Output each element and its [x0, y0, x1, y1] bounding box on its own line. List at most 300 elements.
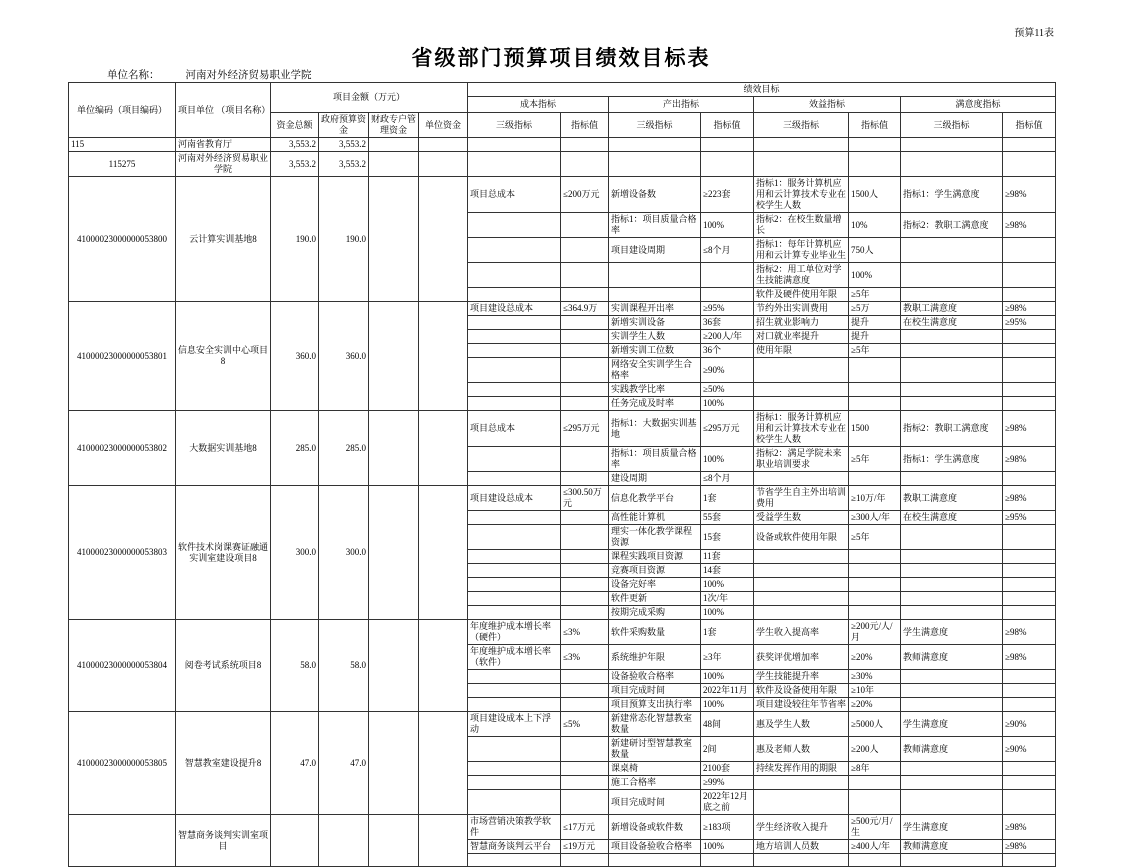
indicator-cell	[468, 606, 561, 620]
indicator-cell	[561, 737, 609, 762]
indicator-cell	[901, 762, 1003, 776]
indicator-cell: ≥5万	[849, 302, 901, 316]
project-code-cell: 41000023000000053804	[69, 620, 176, 712]
indicator-cell	[1003, 397, 1056, 411]
project-row	[69, 620, 1056, 645]
amount-cell: 285.0	[271, 411, 319, 486]
indicator-cell	[561, 684, 609, 698]
indicator-cell: 设备完好率	[609, 578, 701, 592]
indicator-cell	[901, 152, 1003, 177]
indicator-cell	[1003, 854, 1056, 867]
indicator-cell	[901, 550, 1003, 564]
indicator-cell	[468, 330, 561, 344]
indicator-cell	[561, 330, 609, 344]
indicator-cell	[561, 138, 609, 152]
indicator-cell: 软件采购数量	[609, 620, 701, 645]
indicator-cell: 100%	[849, 263, 901, 288]
indicator-cell	[849, 358, 901, 383]
indicator-cell: 2间	[701, 737, 754, 762]
indicator-cell: 项目总成本	[468, 177, 561, 213]
indicator-cell: ≥90%	[701, 358, 754, 383]
col-header-amount-group: 项目金额（万元）	[271, 83, 468, 113]
indicator-cell: ≤8个月	[701, 238, 754, 263]
indicator-cell: 55套	[701, 511, 754, 525]
indicator-cell: 在校生满意度	[901, 316, 1003, 330]
indicator-cell	[701, 263, 754, 288]
amount-cell	[419, 815, 468, 867]
indicator-cell	[754, 776, 849, 790]
indicator-cell	[561, 698, 609, 712]
project-row	[69, 302, 1056, 316]
indicator-cell	[1003, 606, 1056, 620]
indicator-cell	[849, 138, 901, 152]
indicator-cell: 100%	[701, 670, 754, 684]
indicator-cell: 年度维护成本增长率（软件）	[468, 645, 561, 670]
indicator-cell	[468, 511, 561, 525]
indicator-cell	[901, 288, 1003, 302]
indicator-cell	[1003, 330, 1056, 344]
indicator-cell: 对口就业率提升	[754, 330, 849, 344]
indicator-cell: 节省学生自主外出培训费用	[754, 486, 849, 511]
indicator-cell	[561, 358, 609, 383]
indicator-cell	[561, 383, 609, 397]
indicator-cell: ≥30%	[849, 670, 901, 684]
indicator-cell: 项目建设总成本	[468, 486, 561, 511]
indicator-cell	[1003, 762, 1056, 776]
indicator-cell	[468, 854, 561, 867]
summary-row	[69, 152, 1056, 177]
indicator-cell: ≤3%	[561, 620, 609, 645]
indicator-cell	[701, 152, 754, 177]
amount-cell: 58.0	[319, 620, 369, 712]
indicator-cell	[609, 854, 701, 867]
indicator-cell: 100%	[701, 698, 754, 712]
indicator-cell	[561, 762, 609, 776]
project-row	[69, 411, 1056, 447]
indicator-cell	[561, 152, 609, 177]
indicator-cell: 招生就业影响力	[754, 316, 849, 330]
indicator-cell	[609, 263, 701, 288]
indicator-cell: 任务完成及时率	[609, 397, 701, 411]
indicator-cell: 2022年11月	[701, 684, 754, 698]
indicator-cell	[1003, 358, 1056, 383]
indicator-cell: 1套	[701, 486, 754, 511]
indicator-cell: 11套	[701, 550, 754, 564]
indicator-cell: 750人	[849, 238, 901, 263]
indicator-cell	[901, 698, 1003, 712]
indicator-cell	[849, 564, 901, 578]
indicator-cell: ≥20%	[849, 698, 901, 712]
indicator-cell: 1500	[849, 411, 901, 447]
indicator-cell: ≥5年	[849, 288, 901, 302]
indicator-cell: 竞赛项目资源	[609, 564, 701, 578]
indicator-cell	[561, 447, 609, 472]
indicator-cell	[468, 213, 561, 238]
col-header-fiscal-account-funds: 财政专户管理资金	[369, 113, 419, 138]
indicator-cell: 学生满意度	[901, 815, 1003, 840]
indicator-cell: ≥98%	[1003, 411, 1056, 447]
unit-name-line	[107, 67, 312, 82]
unit-code-cell: 115275	[69, 152, 176, 177]
indicator-cell: ≥500元/月/生	[849, 815, 901, 840]
indicator-cell: 教师满意度	[901, 737, 1003, 762]
project-row	[69, 815, 1056, 840]
indicator-cell	[849, 790, 901, 815]
indicator-cell: 100%	[701, 606, 754, 620]
indicator-cell: 学生技能提升率	[754, 670, 849, 684]
indicator-cell: ≥3年	[701, 645, 754, 670]
indicator-cell	[754, 578, 849, 592]
indicator-cell	[901, 397, 1003, 411]
indicator-cell	[468, 790, 561, 815]
indicator-cell: ≤364.9万	[561, 302, 609, 316]
indicator-cell: ≥223套	[701, 177, 754, 213]
indicator-cell	[1003, 776, 1056, 790]
col-header-satisfaction-indicator: 三级指标	[901, 113, 1003, 138]
col-header-project-unit: 项目单位 （项目名称）	[176, 83, 271, 138]
project-code-cell: 41000023000000053805	[69, 712, 176, 815]
indicator-cell: ≥90%	[1003, 712, 1056, 737]
indicator-cell: 获奖评优增加率	[754, 645, 849, 670]
indicator-cell: ≤19万元	[561, 840, 609, 854]
indicator-cell: 2100套	[701, 762, 754, 776]
indicator-cell: 学生满意度	[901, 620, 1003, 645]
indicator-cell: 学生收入提高率	[754, 620, 849, 645]
indicator-cell: 项目预算支出执行率	[609, 698, 701, 712]
col-header-performance-group: 绩效目标	[468, 83, 1056, 97]
indicator-cell: ≥95%	[1003, 316, 1056, 330]
indicator-cell	[468, 698, 561, 712]
project-name-cell: 智慧教室建设提升8	[176, 712, 271, 815]
amount-cell	[369, 138, 419, 152]
indicator-cell: ≥10万/年	[849, 486, 901, 511]
indicator-cell	[754, 564, 849, 578]
indicator-cell	[1003, 790, 1056, 815]
indicator-cell	[561, 854, 609, 867]
indicator-cell	[754, 790, 849, 815]
col-header-benefit-indicator: 三级指标	[754, 113, 849, 138]
indicator-cell: ≥5年	[849, 344, 901, 358]
indicator-cell: 按期完成采购	[609, 606, 701, 620]
indicator-cell: 新增设备数	[609, 177, 701, 213]
indicator-cell: 受益学生数	[754, 511, 849, 525]
project-name-cell: 软件技术岗课赛证融通实训室建设项目8	[176, 486, 271, 620]
amount-cell	[369, 302, 419, 411]
indicator-cell	[561, 472, 609, 486]
amount-cell	[369, 815, 419, 867]
indicator-cell: 系统维护年限	[609, 645, 701, 670]
indicator-cell: ≥98%	[1003, 213, 1056, 238]
indicator-cell	[1003, 152, 1056, 177]
summary-row	[69, 138, 1056, 152]
indicator-cell: 教师满意度	[901, 840, 1003, 854]
unit-code-cell: 115	[69, 138, 176, 152]
indicator-cell	[901, 790, 1003, 815]
indicator-cell: 课桌椅	[609, 762, 701, 776]
amount-cell	[369, 411, 419, 486]
col-header-benefit-value: 指标值	[849, 113, 901, 138]
indicator-cell	[561, 550, 609, 564]
indicator-cell: ≥300人/年	[849, 511, 901, 525]
indicator-cell: 理实一体化教学课程资源	[609, 525, 701, 550]
indicator-cell	[1003, 472, 1056, 486]
indicator-cell	[754, 550, 849, 564]
indicator-cell: 节约外出实训费用	[754, 302, 849, 316]
indicator-cell	[849, 578, 901, 592]
indicator-cell: 信息化教学平台	[609, 486, 701, 511]
amount-cell: 58.0	[271, 620, 319, 712]
indicator-cell	[754, 397, 849, 411]
indicator-cell	[754, 854, 849, 867]
indicator-cell	[754, 592, 849, 606]
indicator-cell	[468, 383, 561, 397]
amount-cell	[369, 177, 419, 302]
indicator-cell: 新增实训工位数	[609, 344, 701, 358]
indicator-cell	[468, 316, 561, 330]
indicator-cell: ≥8年	[849, 762, 901, 776]
col-header-satisfaction-group: 满意度指标	[901, 97, 1056, 113]
indicator-cell	[849, 472, 901, 486]
indicator-cell: ≤17万元	[561, 815, 609, 840]
indicator-cell	[901, 330, 1003, 344]
project-name-cell: 大数据实训基地8	[176, 411, 271, 486]
indicator-cell	[561, 263, 609, 288]
indicator-cell	[468, 397, 561, 411]
indicator-cell: ≥183项	[701, 815, 754, 840]
amount-cell: 360.0	[271, 302, 319, 411]
indicator-cell	[1003, 344, 1056, 358]
indicator-cell: ≥98%	[1003, 302, 1056, 316]
amount-cell: 360.0	[319, 302, 369, 411]
col-header-cost-value: 指标值	[561, 113, 609, 138]
indicator-cell	[754, 472, 849, 486]
indicator-cell: 100%	[701, 213, 754, 238]
amount-cell	[419, 486, 468, 620]
indicator-cell	[561, 776, 609, 790]
indicator-cell: 施工合格率	[609, 776, 701, 790]
indicator-cell	[901, 776, 1003, 790]
indicator-cell	[901, 358, 1003, 383]
amount-cell	[419, 138, 468, 152]
indicator-cell: ≥99%	[701, 776, 754, 790]
col-header-total-funds: 资金总额	[271, 113, 319, 138]
indicator-cell: 实训学生人数	[609, 330, 701, 344]
indicator-cell	[1003, 525, 1056, 550]
col-header-benefit-group: 效益指标	[754, 97, 901, 113]
indicator-cell	[468, 263, 561, 288]
indicator-cell	[561, 288, 609, 302]
indicator-cell: 学生满意度	[901, 712, 1003, 737]
indicator-cell: ≥98%	[1003, 486, 1056, 511]
indicator-cell: ≥98%	[1003, 815, 1056, 840]
col-header-output-indicator: 三级指标	[609, 113, 701, 138]
amount-cell	[369, 712, 419, 815]
indicator-cell: ≥400人/年	[849, 840, 901, 854]
col-header-cost-group: 成本指标	[468, 97, 609, 113]
indicator-cell: 指标1：学生满意度	[901, 447, 1003, 472]
indicator-cell	[468, 152, 561, 177]
indicator-cell	[561, 511, 609, 525]
indicator-cell	[849, 606, 901, 620]
indicator-cell	[561, 397, 609, 411]
indicator-cell	[468, 592, 561, 606]
table-body	[69, 138, 1056, 867]
amount-cell: 3,553.2	[319, 152, 369, 177]
indicator-cell: 项目完成时间	[609, 790, 701, 815]
indicator-cell: 在校生满意度	[901, 511, 1003, 525]
indicator-cell	[901, 344, 1003, 358]
indicator-cell	[468, 737, 561, 762]
amount-cell: 3,553.2	[319, 138, 369, 152]
indicator-cell: 使用年限	[754, 344, 849, 358]
indicator-cell	[468, 670, 561, 684]
indicator-cell	[701, 288, 754, 302]
indicator-cell	[1003, 550, 1056, 564]
indicator-cell: ≥5000人	[849, 712, 901, 737]
indicator-cell: 实践教学比率	[609, 383, 701, 397]
indicator-cell: 年度维护成本增长率（硬件）	[468, 620, 561, 645]
indicator-cell	[561, 213, 609, 238]
header-row-groups	[69, 83, 1056, 97]
indicator-cell	[849, 550, 901, 564]
indicator-cell: 教师满意度	[901, 645, 1003, 670]
indicator-cell	[561, 316, 609, 330]
indicator-cell	[754, 358, 849, 383]
indicator-cell: ≤5%	[561, 712, 609, 737]
indicator-cell	[468, 564, 561, 578]
col-header-output-value: 指标值	[701, 113, 754, 138]
indicator-cell	[561, 790, 609, 815]
indicator-cell: 地方培训人员数	[754, 840, 849, 854]
indicator-cell: 学生经济收入提升	[754, 815, 849, 840]
indicator-cell	[901, 525, 1003, 550]
amount-cell: 190.0	[271, 177, 319, 302]
indicator-cell	[468, 762, 561, 776]
indicator-cell	[1003, 698, 1056, 712]
indicator-cell	[609, 288, 701, 302]
indicator-cell: ≤200万元	[561, 177, 609, 213]
project-code-cell: 41000023000000053800	[69, 177, 176, 302]
project-code-cell: 41000023000000053801	[69, 302, 176, 411]
amount-cell	[419, 152, 468, 177]
indicator-cell: 100%	[701, 578, 754, 592]
indicator-cell: ≥98%	[1003, 447, 1056, 472]
indicator-cell: ≥98%	[1003, 840, 1056, 854]
indicator-cell: ≥98%	[1003, 645, 1056, 670]
indicator-cell	[561, 592, 609, 606]
indicator-cell	[561, 578, 609, 592]
indicator-cell	[468, 344, 561, 358]
indicator-cell: 48间	[701, 712, 754, 737]
indicator-cell: ≤300.50万元	[561, 486, 609, 511]
indicator-cell: ≥20%	[849, 645, 901, 670]
indicator-cell: 项目建设成本上下浮动	[468, 712, 561, 737]
indicator-cell	[468, 525, 561, 550]
amount-cell	[369, 620, 419, 712]
indicator-cell	[1003, 578, 1056, 592]
project-name-cell: 云计算实训基地8	[176, 177, 271, 302]
indicator-cell	[901, 138, 1003, 152]
indicator-cell: 设备或软件使用年限	[754, 525, 849, 550]
indicator-cell: 指标2：教职工满意度	[901, 213, 1003, 238]
indicator-cell: ≤295万元	[701, 411, 754, 447]
indicator-cell: ≥95%	[701, 302, 754, 316]
indicator-cell: 36套	[701, 316, 754, 330]
amount-cell: 47.0	[319, 712, 369, 815]
indicator-cell: 智慧商务谈判云平台	[468, 840, 561, 854]
indicator-cell	[609, 152, 701, 177]
indicator-cell: ≥90%	[1003, 737, 1056, 762]
indicator-cell: ≥5年	[849, 525, 901, 550]
indicator-cell: 指标1：项目质量合格率	[609, 213, 701, 238]
unit-name-label: 单位名称：	[107, 70, 160, 81]
indicator-cell	[754, 383, 849, 397]
col-header-satisfaction-value: 指标值	[1003, 113, 1056, 138]
indicator-cell	[849, 776, 901, 790]
indicator-cell: 项目设备验收合格率	[609, 840, 701, 854]
indicator-cell	[701, 138, 754, 152]
indicator-cell: 10%	[849, 213, 901, 238]
indicator-cell	[849, 383, 901, 397]
indicator-cell	[468, 238, 561, 263]
indicator-cell	[468, 288, 561, 302]
indicator-cell: 1500人	[849, 177, 901, 213]
indicator-cell	[901, 578, 1003, 592]
indicator-cell: 指标1：每年计算机应用和云计算专业毕业生	[754, 238, 849, 263]
indicator-cell: 15套	[701, 525, 754, 550]
indicator-cell	[561, 606, 609, 620]
indicator-cell: 1次/年	[701, 592, 754, 606]
indicator-cell	[901, 606, 1003, 620]
indicator-cell: 新建研讨型智慧教室数量	[609, 737, 701, 762]
indicator-cell: 网络安全实训学生合格率	[609, 358, 701, 383]
indicator-cell	[468, 447, 561, 472]
amount-cell	[271, 815, 319, 867]
indicator-cell	[468, 472, 561, 486]
indicator-cell: 软件及硬件使用年限	[754, 288, 849, 302]
project-name-cell: 阅卷考试系统项目8	[176, 620, 271, 712]
indicator-cell: 14套	[701, 564, 754, 578]
indicator-cell: 100%	[701, 840, 754, 854]
indicator-cell	[849, 854, 901, 867]
indicator-cell: 实训课程开出率	[609, 302, 701, 316]
amount-cell: 3,553.2	[271, 152, 319, 177]
unit-name-value: 河南对外经济贸易职业学院	[185, 70, 312, 81]
budget-table	[68, 82, 1056, 867]
project-row	[69, 712, 1056, 737]
amount-cell	[419, 177, 468, 302]
indicator-cell: ≥95%	[1003, 511, 1056, 525]
amount-cell	[419, 411, 468, 486]
indicator-cell	[1003, 564, 1056, 578]
indicator-cell	[849, 152, 901, 177]
indicator-cell: 36个	[701, 344, 754, 358]
indicator-cell: 项目建设周期	[609, 238, 701, 263]
col-header-unit-funds: 单位资金	[419, 113, 468, 138]
indicator-cell	[701, 854, 754, 867]
indicator-cell: ≤8个月	[701, 472, 754, 486]
indicator-cell: 教职工满意度	[901, 302, 1003, 316]
indicator-cell	[561, 564, 609, 578]
indicator-cell	[561, 525, 609, 550]
indicator-cell	[609, 138, 701, 152]
indicator-cell	[561, 344, 609, 358]
col-header-output-group: 产出指标	[609, 97, 754, 113]
indicator-cell	[754, 606, 849, 620]
indicator-cell	[468, 578, 561, 592]
indicator-cell	[901, 383, 1003, 397]
unit-name-cell: 河南省教育厅	[176, 138, 271, 152]
